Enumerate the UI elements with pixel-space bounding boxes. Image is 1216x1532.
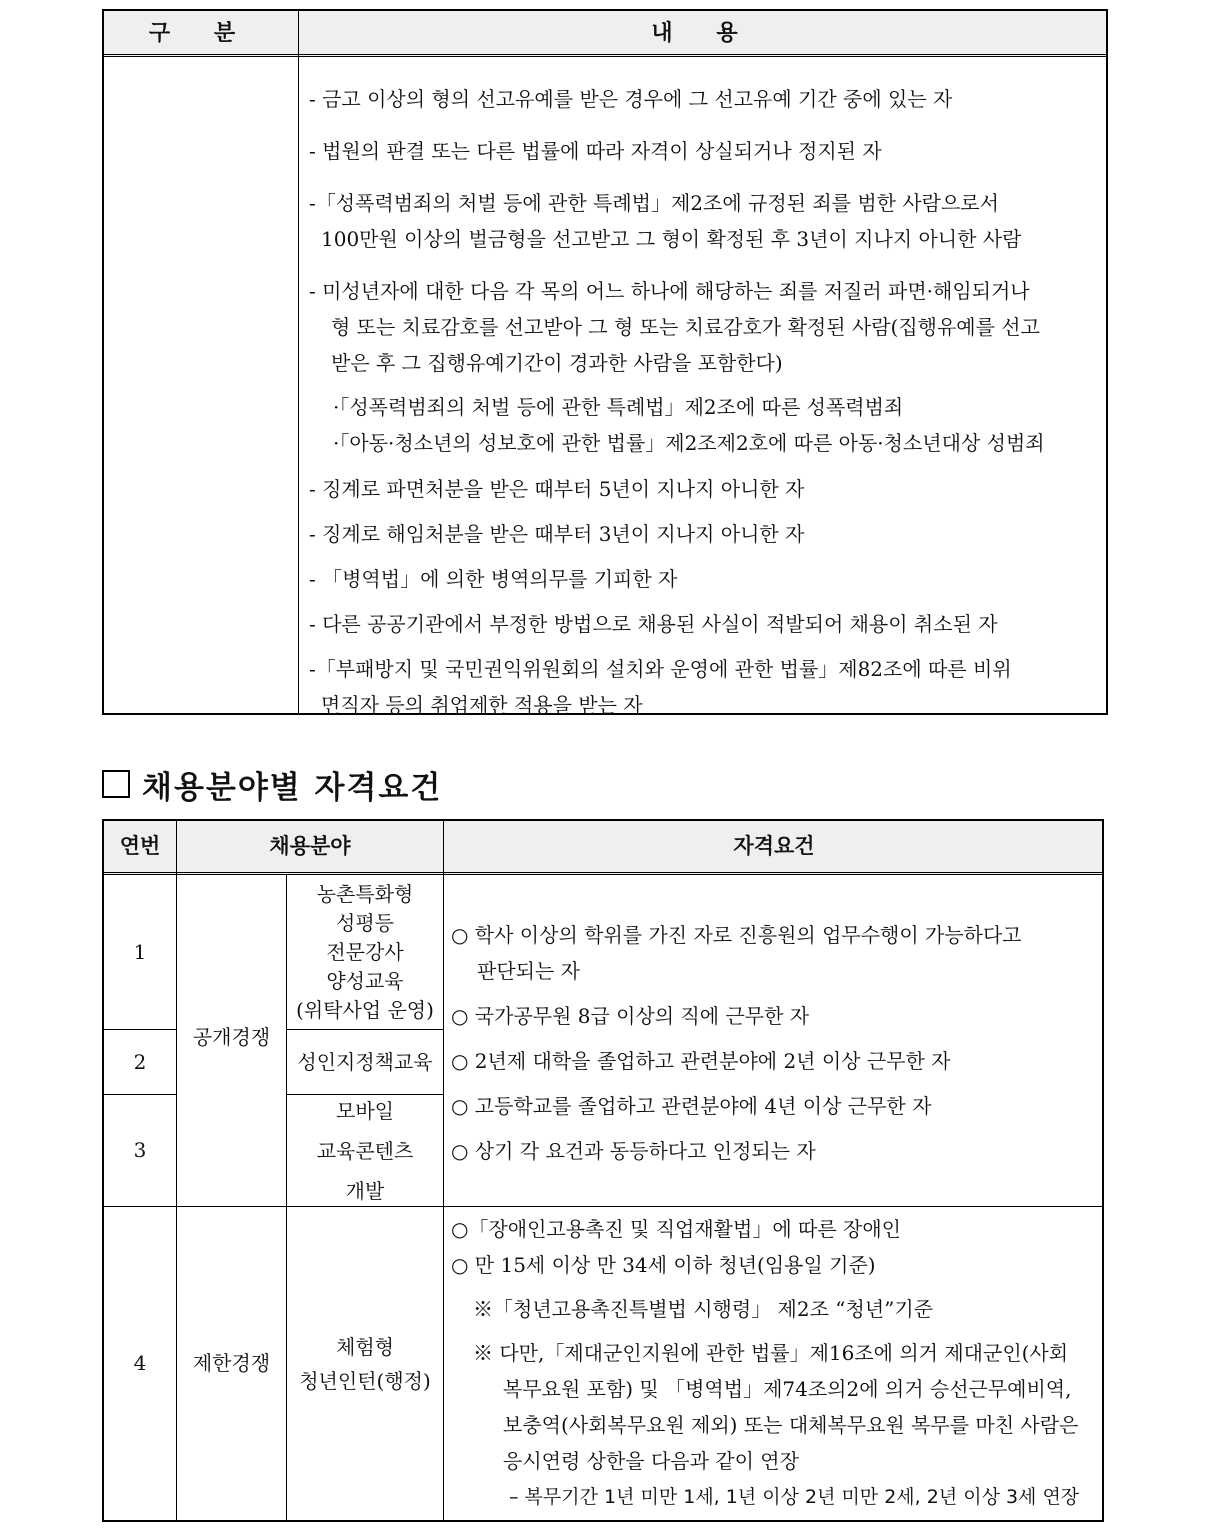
list-item	[309, 516, 1104, 552]
list-item	[309, 471, 1104, 507]
header-field: 채용분야	[269, 834, 351, 858]
item-text: 면직자 등의 취업제한 적용을 받는 자	[321, 693, 643, 717]
header-category: 구 분	[148, 20, 254, 46]
qualification-table	[102, 819, 1104, 1522]
header-number: 연번	[119, 834, 161, 858]
row-number: 1	[133, 939, 147, 964]
item-text: 받은 후 그 집행유예기간이 경과한 사람을 포함한다)	[331, 351, 783, 375]
note-text: – 복무기간 1년 미만 1세, 1년 이상 2년 미만 2세, 2년 이상 3세 연장	[509, 1486, 1080, 1508]
note-text: 응시연령 상한을 다음과 같이 연장	[503, 1449, 799, 1473]
requirement-item	[451, 917, 1022, 989]
list-item	[309, 273, 1104, 381]
requirement-item: ○ 2년제 대학을 졸업하고 관련분야에 2년 이상 근무한 자	[451, 1049, 951, 1073]
item-text: -「성폭력범죄의 처벌 등에 관한 특례법」제2조에 규정된 죄를 범한 사람으로서	[309, 191, 999, 215]
requirement-note	[451, 1335, 1079, 1515]
list-item	[309, 561, 1104, 597]
header-content: 내 용	[651, 20, 756, 46]
sub-item: ·「성폭력범죄의 처벌 등에 관한 특례법」제2조에 따른 성폭력범죄	[333, 395, 904, 419]
recruitment-field: 모바일 교육콘텐츠 개발	[316, 1098, 414, 1203]
item-text: 형 또는 치료감호를 선고받아 그 형 또는 치료감호가 확정된 사람(집행유예를 선고	[331, 315, 1040, 339]
disqualification-table	[102, 9, 1108, 715]
disqualification-list	[309, 81, 1104, 739]
list-item	[309, 606, 1104, 642]
list-item	[309, 651, 1104, 723]
list-item	[309, 81, 1104, 117]
checkbox-square-icon	[102, 770, 130, 798]
item-text: - 법원의 판결 또는 다른 법률에 따라 자격이 상실되거나 정지된 자	[309, 139, 882, 163]
row-number: 2	[133, 1049, 147, 1074]
recruitment-type-limited: 제한경쟁	[192, 1351, 271, 1375]
requirement-note: ※「청년고용촉진특별법 시행령」 제2조 “청년”기준	[473, 1297, 934, 1321]
recruitment-field: 체험형 청년인턴(행정)	[299, 1334, 431, 1393]
requirement-item: ○「장애인고용촉진 및 직업재활법」에 따른 장애인	[451, 1217, 901, 1241]
column-divider	[298, 11, 299, 713]
requirement-text: 판단되는 자	[477, 959, 580, 983]
recruitment-field: 성인지정책교육	[297, 1049, 433, 1074]
row-number: 4	[133, 1351, 147, 1375]
recruitment-field: 농촌특화형 성평등 전문강사 양성교육 (위탁사업 운영)	[296, 881, 434, 1022]
sub-item: ·「아동·청소년의 성보호에 관한 법률」제2조제2호에 따른 아동·청소년대상 성범죄	[333, 431, 1045, 455]
list-item	[309, 185, 1104, 257]
requirement-text: ○ 학사 이상의 학위를 가진 자로 진흥원의 업무수행이 가능하다고	[451, 923, 1022, 947]
requirements-open	[451, 917, 1022, 1178]
list-item	[309, 133, 1104, 169]
column-divider	[443, 821, 444, 1520]
requirement-item: ○ 상기 각 요건과 동등하다고 인정되는 자	[451, 1139, 816, 1163]
item-text: - 미성년자에 대한 다음 각 목의 어느 하나에 해당하는 죄를 저질러 파면·해임되거나	[309, 279, 1030, 303]
section-heading	[102, 762, 442, 806]
recruitment-type-open: 공개경쟁	[192, 1025, 271, 1049]
note-text: 복무요원 포함) 및 「병역법」제74조의2에 의거 승선근무예비역,	[503, 1377, 1072, 1401]
row-number: 3	[133, 1138, 147, 1162]
requirement-item: ○ 고등학교를 졸업하고 관련분야에 4년 이상 근무한 자	[451, 1094, 932, 1118]
header-requirements: 자격요건	[733, 834, 815, 858]
note-text: ※ 다만,「제대군인지원에 관한 법률」제16조에 의거 제대군인(사회	[473, 1341, 1069, 1365]
table-header	[104, 821, 1102, 875]
item-text: - 징계로 해임처분을 받은 때부터 3년이 지나지 아니한 자	[309, 522, 805, 546]
requirements-limited	[451, 1211, 1079, 1515]
requirement-item: ○ 만 15세 이상 만 34세 이하 청년(임용일 기준)	[451, 1253, 876, 1277]
note-text: 보충역(사회복무요원 제외) 또는 대체복무요원 복무를 마친 사람은	[503, 1413, 1079, 1437]
item-text: - 금고 이상의 형의 선고유예를 받은 경우에 그 선고유예 기간 중에 있는 자	[309, 87, 953, 111]
item-text: -「부패방지 및 국민권익위원회의 설치와 운영에 관한 법률」제82조에 따른 비위	[309, 657, 1012, 681]
item-text: 100만원 이상의 벌금형을 선고받고 그 형이 확정된 후 3년이 지나지 아니한 사람	[321, 227, 1022, 251]
requirement-item: ○ 국가공무원 8급 이상의 직에 근무한 자	[451, 1004, 810, 1028]
item-text: - 「병역법」에 의한 병역의무를 기피한 자	[309, 567, 678, 591]
section-title: 채용분야별 자격요건	[142, 769, 443, 806]
table-header	[104, 11, 1106, 57]
item-text: - 징계로 파면처분을 받은 때부터 5년이 지나지 아니한 자	[309, 477, 805, 501]
item-text: - 다른 공공기관에서 부정한 방법으로 채용된 사실이 적발되어 채용이 취소된 자	[309, 612, 998, 636]
